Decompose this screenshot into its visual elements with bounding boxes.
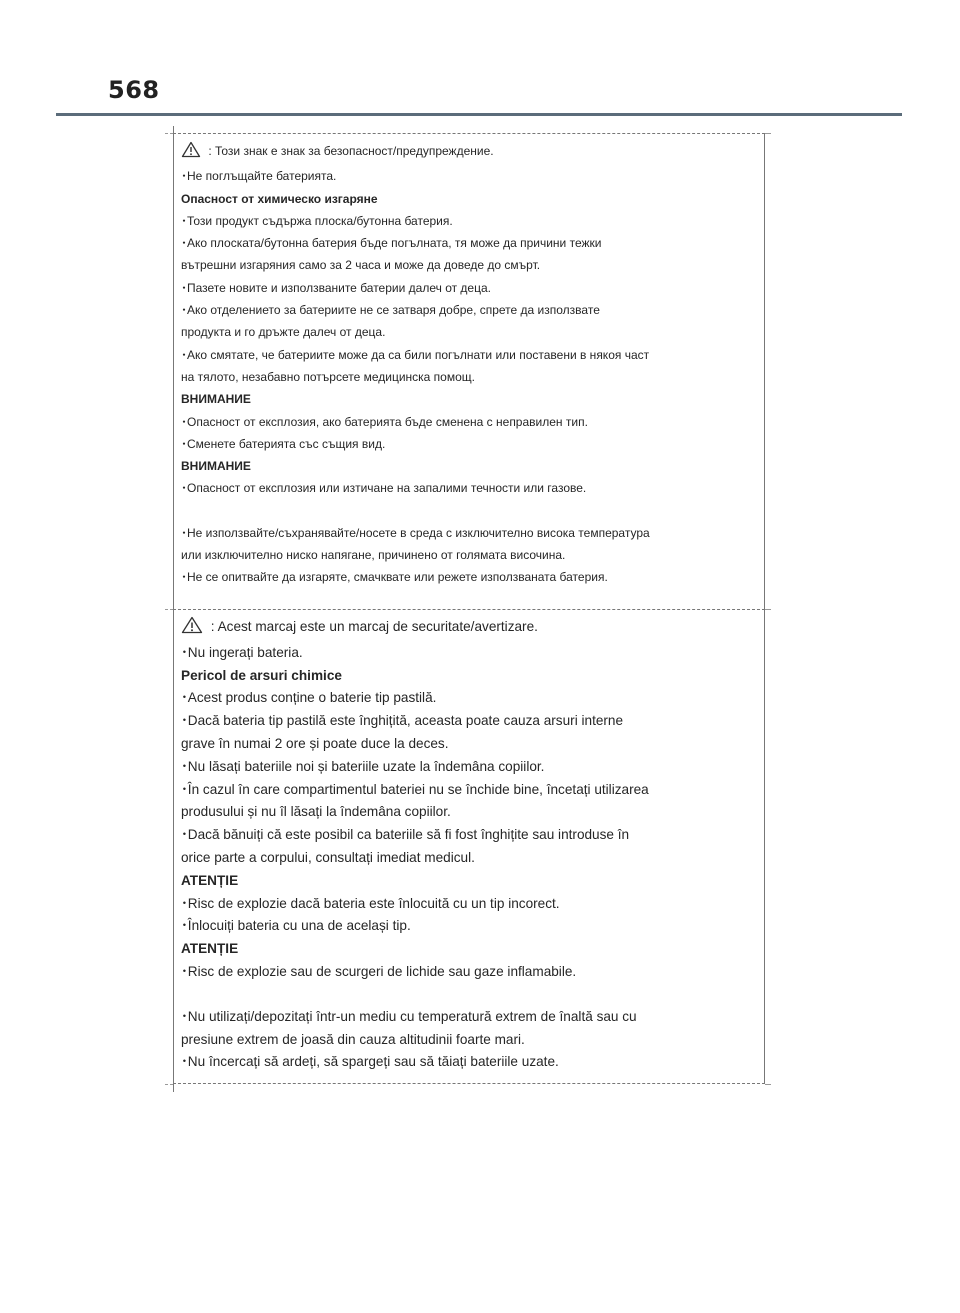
bulgarian-text-line: ･Не поглъщайте батерията. <box>181 169 337 184</box>
bulgarian-spacer <box>181 500 756 522</box>
romanian-text-line: ･Nu utilizați/depozitați într-un mediu cu temperatură extrem de înaltă sau cu <box>181 1008 637 1024</box>
guide-line-bottom-left <box>165 1084 173 1085</box>
guide-line-middle-left <box>165 609 173 610</box>
romanian-text-line: ･Înlocuiți bateria cu una de același tip. <box>181 918 411 934</box>
romanian-heading: Pericol de arsuri chimice <box>181 667 342 683</box>
bulgarian-text-line: ･Пазете новите и използваните батерии далеч от деца. <box>181 280 491 295</box>
guide-line-top-right <box>765 133 771 134</box>
header-rule <box>56 113 902 116</box>
warning-triangle-icon <box>181 141 201 165</box>
bulgarian-text-line: ･Не използвайте/съхранявайте/носете в среда с изключително висока температура <box>181 525 650 540</box>
bulgarian-text-line: вътрешни изгаряния само за 2 часа и може да доведе до смърт. <box>181 258 541 273</box>
romanian-text-line: orice parte a corpului, consultați imediat medicul. <box>181 849 475 865</box>
bulgarian-text-line: ･Сменете батерията със същия вид. <box>181 436 386 451</box>
bulgarian-heading: ВНИМАНИЕ <box>181 392 251 407</box>
romanian-symbol-note-text: : Acest marcaj este un marcaj de securitate/avertizare. <box>207 619 538 634</box>
warning-triangle-icon <box>181 616 203 642</box>
romanian-text-line: ･Nu lăsați bateriile noi și bateriile uzate la îndemâna copiilor. <box>181 758 545 774</box>
bulgarian-text-line: ･Опасност от експлозия, ако батерията бъде сменена с неправилен тип. <box>181 414 588 429</box>
romanian-lines <box>181 642 756 1074</box>
romanian-heading: ATENȚIE <box>181 872 239 888</box>
romanian-text-line: ･Risc de explozie sau de scurgeri de lichide sau gaze inflamabile. <box>181 963 577 979</box>
romanian-spacer <box>181 984 756 1006</box>
romanian-text-line: ･Dacă bănuiți că este posibil ca bateriile să fi fost înghițite sau introduse în <box>181 827 630 843</box>
bulgarian-text-line: ･Опасност от експлозия или изтичане на запалими течности или газове. <box>181 481 587 496</box>
bulgarian-text-line: продукта и го дръжте далеч от деца. <box>181 325 386 340</box>
romanian-text-line: ･Nu încercați să ardeți, să spargeți sau să tăiați bateriile uzate. <box>181 1054 559 1070</box>
bulgarian-text-line: или изключително ниско напягане, причинено от голямата височина. <box>181 548 566 563</box>
bulgarian-symbol-note <box>181 140 756 165</box>
bulgarian-text-line: ･Ако смятате, че батериите може да са били погълнати или поставени в някоя част <box>181 347 650 362</box>
bulgarian-text-line: ･Ако отделението за батериите не се затваря добре, спрете да използвате <box>181 303 600 318</box>
bulgarian-text-line: ･Не се опитвайте да изгаряте, смачквате или режете използваната батерия. <box>181 570 608 585</box>
page-number: 568 <box>108 76 160 104</box>
bulgarian-heading: ВНИМАНИЕ <box>181 459 251 474</box>
guide-line-bottom-right <box>765 1084 771 1085</box>
bulgarian-text-line: ･Ако плоската/бутонна батерия бъде погълната, тя може да причини тежки <box>181 236 602 251</box>
romanian-text-line: presiune extrem de joasă din cauza altitudinii foarte mari. <box>181 1031 525 1047</box>
romanian-warning-box <box>173 609 765 1084</box>
romanian-warning-text <box>181 616 756 1074</box>
romanian-text-line: ･Nu ingerați bateria. <box>181 644 303 660</box>
bulgarian-text-line: ･Този продукт съдържа плоска/бутонна батерия. <box>181 213 453 228</box>
bulgarian-warning-box <box>173 133 765 609</box>
romanian-text-line: ･În cazul în care compartimentul bateriei nu se închide bine, încetați utilizarea <box>181 781 649 797</box>
guide-tick-bottom <box>173 1084 174 1092</box>
bulgarian-heading: Опасност от химическо изгаряне <box>181 191 378 206</box>
romanian-text-line: ･Dacă bateria tip pastilă este înghițită, aceasta poate cauza arsuri interne <box>181 713 624 729</box>
guide-line-top <box>165 133 173 134</box>
romanian-heading: ATENȚIE <box>181 941 239 957</box>
guide-line-middle-right <box>765 609 771 610</box>
romanian-text-line: ･Acest produs conține o baterie tip pastilă. <box>181 690 437 706</box>
bulgarian-symbol-note-text: : Този знак е знак за безопасност/предупреждение. <box>205 144 494 158</box>
bulgarian-lines <box>181 165 756 588</box>
romanian-text-line: ･Risc de explozie dacă bateria este înlocuită cu un tip incorect. <box>181 895 560 911</box>
romanian-text-line: grave în numai 2 ore și poate duce la deces. <box>181 735 449 751</box>
bulgarian-text-line: на тялото, незабавно потърсете медицинска помощ. <box>181 369 475 384</box>
bulgarian-warning-text <box>181 140 756 589</box>
romanian-text-line: produsului și nu îl lăsați la îndemâna copiilor. <box>181 804 451 820</box>
romanian-symbol-note <box>181 616 756 642</box>
